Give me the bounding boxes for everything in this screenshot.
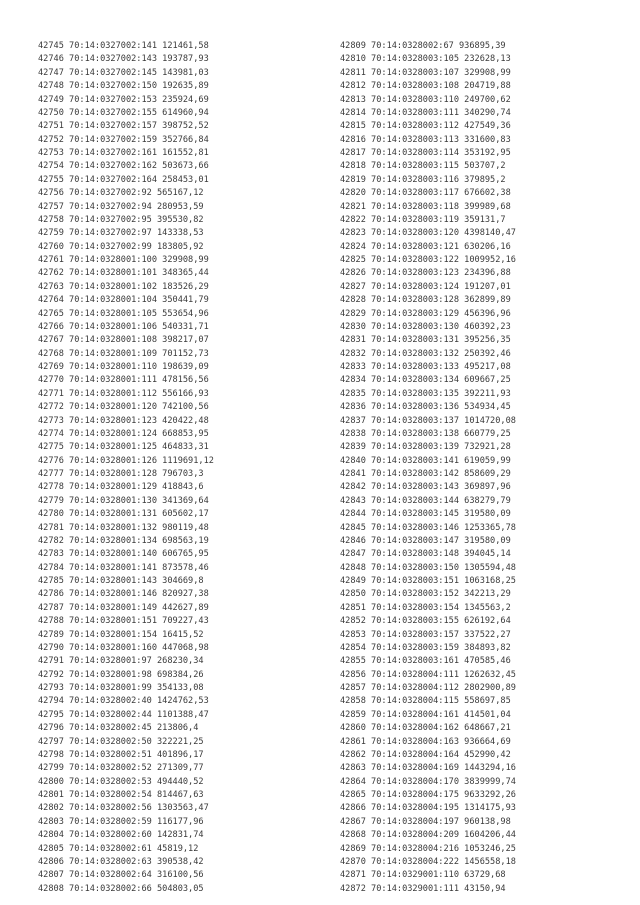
table-row: 42857 70:14:0328004:112 2802900,89 <box>340 683 516 693</box>
table-row: 42865 70:14:0328004:175 9633292,26 <box>340 790 516 800</box>
table-row: 42852 70:14:0328003:155 626192,64 <box>340 616 511 627</box>
table-row: 42795 70:14:0328002:44 1101388,47 <box>38 709 209 720</box>
table-row: 42747 70:14:0327002:145 143981,03 <box>38 67 209 78</box>
table-row: 42778 70:14:0328001:129 418843,6 <box>38 482 204 493</box>
table-row: 42829 70:14:0328003:129 456396,96 <box>340 308 511 319</box>
table-row: 42818 70:14:0328003:115 503707,2 <box>340 161 506 172</box>
table-row: 42802 70:14:0328002:56 1303563,47 <box>38 803 209 814</box>
table-row: 42810 70:14:0328003:105 232628,13 <box>340 54 511 65</box>
table-row: 42845 70:14:0328003:146 1253365,78 <box>340 522 516 533</box>
table-row: 42775 70:14:0328001:125 464833,31 <box>38 442 209 453</box>
table-row: 42809 70:14:0328002:67 936895,39 <box>340 41 506 51</box>
table-row: 42762 70:14:0328001:101 348365,44 <box>38 268 209 279</box>
table-row: 42807 70:14:0328002:64 316100,56 <box>38 870 204 881</box>
table-row: 42853 70:14:0328003:157 337522,27 <box>340 629 511 640</box>
table-row: 42800 70:14:0328002:53 494440,52 <box>38 776 204 787</box>
right-column <box>340 40 516 896</box>
table-row: 42760 70:14:0327002:99 183805,92 <box>38 241 204 252</box>
table-row: 42862 70:14:0328004:164 452990,42 <box>340 749 511 760</box>
table-row: 42817 70:14:0328003:114 353192,95 <box>340 148 511 158</box>
table-row: 42765 70:14:0328001:105 553654,96 <box>38 308 209 319</box>
table-row: 42786 70:14:0328001:146 820927,38 <box>38 589 209 600</box>
table-row: 42844 70:14:0328003:145 319580,09 <box>340 509 511 520</box>
table-row: 42766 70:14:0328001:106 540331,71 <box>38 321 209 332</box>
table-row: 42770 70:14:0328001:111 478156,56 <box>38 375 209 386</box>
table-row: 42832 70:14:0328003:132 250392,46 <box>340 348 511 359</box>
table-row: 42869 70:14:0328004:216 1053246,25 <box>340 843 516 854</box>
table-row: 42858 70:14:0328004:115 558697,85 <box>340 696 511 707</box>
table-row: 42871 70:14:0329001:110 63729,68 <box>340 870 506 881</box>
table-row: 42815 70:14:0328003:112 427549,36 <box>340 121 511 132</box>
table-row: 42771 70:14:0328001:112 556166,93 <box>38 388 209 399</box>
table-row: 42854 70:14:0328003:159 384893,82 <box>340 642 511 653</box>
table-row: 42787 70:14:0328001:149 442627,89 <box>38 602 209 613</box>
table-row: 42785 70:14:0328001:143 304669,8 <box>38 576 204 586</box>
table-row: 42768 70:14:0328001:109 701152,73 <box>38 348 209 359</box>
table-row: 42872 70:14:0329001:111 43150,94 <box>340 883 506 894</box>
table-row: 42822 70:14:0328003:119 359131,7 <box>340 214 506 225</box>
table-row: 42746 70:14:0327002:143 193787,93 <box>38 54 209 65</box>
table-row: 42861 70:14:0328004:163 936664,69 <box>340 736 511 747</box>
table-row: 42851 70:14:0328003:154 1345563,2 <box>340 602 511 613</box>
table-row: 42864 70:14:0328004:170 3839999,74 <box>340 776 516 787</box>
table-row: 42761 70:14:0328001:100 329908,99 <box>38 255 209 265</box>
table-row: 42783 70:14:0328001:140 606765,95 <box>38 549 209 560</box>
table-row: 42772 70:14:0328001:120 742100,56 <box>38 402 209 413</box>
table-row: 42849 70:14:0328003:151 1063168,25 <box>340 576 516 586</box>
table-row: 42821 70:14:0328003:118 399989,68 <box>340 201 511 212</box>
table-row: 42833 70:14:0328003:133 495217,08 <box>340 362 511 372</box>
table-row: 42782 70:14:0328001:134 698563,19 <box>38 535 209 546</box>
left-column <box>38 40 214 896</box>
table-row: 42827 70:14:0328003:124 191207,01 <box>340 281 511 292</box>
table-row: 42843 70:14:0328003:144 638279,79 <box>340 495 511 506</box>
table-row: 42841 70:14:0328003:142 858609,29 <box>340 469 511 479</box>
table-row: 42842 70:14:0328003:143 369897,96 <box>340 482 511 493</box>
table-row: 42806 70:14:0328002:63 390538,42 <box>38 856 204 867</box>
table-row: 42840 70:14:0328003:141 619059,99 <box>340 455 511 466</box>
table-row: 42830 70:14:0328003:130 460392,23 <box>340 321 511 332</box>
table-row: 42848 70:14:0328003:150 1305594,48 <box>340 562 516 573</box>
table-row: 42859 70:14:0328004:161 414501,04 <box>340 709 511 720</box>
table-row: 42790 70:14:0328001:160 447068,98 <box>38 642 209 653</box>
table-row: 42805 70:14:0328002:61 45819,12 <box>38 843 199 854</box>
table-row: 42816 70:14:0328003:113 331600,83 <box>340 134 511 145</box>
table-row: 42774 70:14:0328001:124 668853,95 <box>38 428 209 439</box>
table-row: 42754 70:14:0327002:162 503673,66 <box>38 161 209 172</box>
table-row: 42777 70:14:0328001:128 796703,3 <box>38 469 204 479</box>
table-row: 42780 70:14:0328001:131 605602,17 <box>38 509 209 520</box>
table-row: 42773 70:14:0328001:123 420422,48 <box>38 415 209 426</box>
table-row: 42753 70:14:0327002:161 161552,81 <box>38 148 209 158</box>
table-row: 42750 70:14:0327002:155 614960,94 <box>38 107 209 118</box>
table-row: 42839 70:14:0328003:139 732921,28 <box>340 442 511 453</box>
table-row: 42835 70:14:0328003:135 392211,93 <box>340 388 511 399</box>
table-row: 42767 70:14:0328001:108 398217,07 <box>38 335 209 346</box>
table-row: 42825 70:14:0328003:122 1009952,16 <box>340 255 516 265</box>
table-row: 42756 70:14:0327002:92 565167,12 <box>38 188 204 199</box>
table-row: 42801 70:14:0328002:54 814467,63 <box>38 790 204 800</box>
table-row: 42748 70:14:0327002:150 192635,89 <box>38 81 209 92</box>
table-row: 42867 70:14:0328004:197 960138,98 <box>340 816 511 827</box>
table-row: 42828 70:14:0328003:128 362899,89 <box>340 295 511 306</box>
table-row: 42838 70:14:0328003:138 660779,25 <box>340 428 511 439</box>
table-row: 42758 70:14:0327002:95 395530,82 <box>38 214 204 225</box>
table-row: 42804 70:14:0328002:60 142831,74 <box>38 830 204 841</box>
table-row: 42812 70:14:0328003:108 204719,88 <box>340 81 511 92</box>
table-row: 42860 70:14:0328004:162 648667,21 <box>340 723 511 734</box>
table-row: 42813 70:14:0328003:110 249700,62 <box>340 94 511 105</box>
table-row: 42764 70:14:0328001:104 350441,79 <box>38 295 209 306</box>
table-row: 42868 70:14:0328004:209 1604206,44 <box>340 830 516 841</box>
table-row: 42850 70:14:0328003:152 342213,29 <box>340 589 511 600</box>
table-row: 42820 70:14:0328003:117 676602,38 <box>340 188 511 199</box>
table-row: 42796 70:14:0328002:45 213806,4 <box>38 723 199 734</box>
table-row: 42814 70:14:0328003:111 340290,74 <box>340 107 511 118</box>
table-row: 42831 70:14:0328003:131 395256,35 <box>340 335 511 346</box>
table-row: 42803 70:14:0328002:59 116177,96 <box>38 816 204 827</box>
table-row: 42866 70:14:0328004:195 1314175,93 <box>340 803 516 814</box>
table-row: 42836 70:14:0328003:136 534934,45 <box>340 402 511 413</box>
table-row: 42819 70:14:0328003:116 379895,2 <box>340 174 506 185</box>
table-row: 42789 70:14:0328001:154 16415,52 <box>38 629 204 640</box>
table-row: 42794 70:14:0328002:40 1424762,53 <box>38 696 209 707</box>
table-row: 42769 70:14:0328001:110 198639,09 <box>38 362 209 372</box>
table-row: 42755 70:14:0327002:164 258453,01 <box>38 174 209 185</box>
table-row: 42792 70:14:0328001:98 698384,26 <box>38 669 204 680</box>
table-row: 42776 70:14:0328001:126 1119691,12 <box>38 455 214 466</box>
table-row: 42781 70:14:0328001:132 980119,48 <box>38 522 209 533</box>
table-row: 42759 70:14:0327002:97 143338,53 <box>38 228 204 239</box>
table-row: 42824 70:14:0328003:121 630206,16 <box>340 241 511 252</box>
table-row: 42855 70:14:0328003:161 470585,46 <box>340 656 511 667</box>
table-row: 42788 70:14:0328001:151 709227,43 <box>38 616 209 627</box>
table-row: 42751 70:14:0327002:157 398752,52 <box>38 121 209 132</box>
table-row: 42745 70:14:0327002:141 121461,58 <box>38 41 209 51</box>
table-row: 42798 70:14:0328002:51 401896,17 <box>38 749 204 760</box>
table-row: 42752 70:14:0327002:159 352766,84 <box>38 134 209 145</box>
table-row: 42779 70:14:0328001:130 341369,64 <box>38 495 209 506</box>
table-row: 42793 70:14:0328001:99 354133,08 <box>38 683 204 693</box>
table-row: 42763 70:14:0328001:102 183526,29 <box>38 281 209 292</box>
table-row: 42846 70:14:0328003:147 319580,09 <box>340 535 511 546</box>
table-row: 42799 70:14:0328002:52 271309,77 <box>38 763 204 774</box>
table-row: 42757 70:14:0327002:94 280953,59 <box>38 201 204 212</box>
table-row: 42847 70:14:0328003:148 394045,14 <box>340 549 511 560</box>
table-row: 42808 70:14:0328002:66 504803,05 <box>38 883 204 894</box>
table-row: 42826 70:14:0328003:123 234396,88 <box>340 268 511 279</box>
table-row: 42863 70:14:0328004:169 1443294,16 <box>340 763 516 774</box>
table-row: 42834 70:14:0328003:134 609667,25 <box>340 375 511 386</box>
table-row: 42856 70:14:0328004:111 1262632,45 <box>340 669 516 680</box>
table-row: 42870 70:14:0328004:222 1456558,18 <box>340 856 516 867</box>
table-row: 42811 70:14:0328003:107 329908,99 <box>340 67 511 78</box>
table-row: 42797 70:14:0328002:50 322221,25 <box>38 736 204 747</box>
table-row: 42791 70:14:0328001:97 268230,34 <box>38 656 204 667</box>
table-row: 42749 70:14:0327002:153 235924,69 <box>38 94 209 105</box>
table-row: 42784 70:14:0328001:141 873578,46 <box>38 562 209 573</box>
table-row: 42823 70:14:0328003:120 4398140,47 <box>340 228 516 239</box>
table-row: 42837 70:14:0328003:137 1014720,08 <box>340 415 516 426</box>
